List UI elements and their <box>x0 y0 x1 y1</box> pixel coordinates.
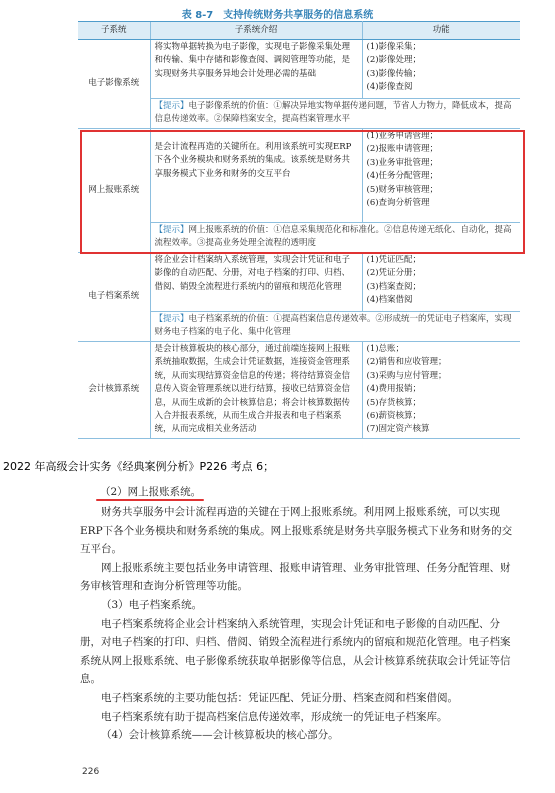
tip-cell <box>150 223 520 253</box>
function-item: (7)固定资产核算 <box>366 424 430 435</box>
function-item: (2)凭证分册； <box>366 268 422 279</box>
function-item: (6)薪资核算； <box>366 411 422 422</box>
subsystem-intro: 是会计核算板块的核心部分，通过前端连接网上报账系统抽取数据，生成会计凭证数据，连接资金管理系统，从而实现结算资金信息的传递；将待结算资金信息传入资金管理系统以进行结算，接收已结算资金信息，从而生成新的会计核算信息；将会计核算数据传入合并报表系统，从而生成合并报表和电子档案系统，从而完成相关业务活动 <box>150 342 362 439</box>
subsystem-name: 电子档案系统 <box>78 253 150 342</box>
function-item: (3)业务审批管理； <box>366 157 439 168</box>
paragraph: 电子档案系统的主要功能包括：凭证匹配、凭证分册、档案查阅和档案借阅。 <box>101 691 458 704</box>
function-item: (4)费用报销； <box>366 384 422 395</box>
function-item: (2)报账申请管理； <box>366 144 439 155</box>
tip-label: 【提示】 <box>154 225 189 235</box>
header-intro: 子系统介绍 <box>150 22 362 40</box>
tip-text: 电子影像系统的价值：①解决异地实物单据传递问题，节省人力物力，降低成本，提高信息传递效率。②保障档案安全，提高档案管理水平 <box>154 101 512 125</box>
page-number: 226 <box>82 767 100 777</box>
function-item: (5)存货核算； <box>366 397 422 408</box>
tip-label: 【提示】 <box>154 314 189 324</box>
tip-cell <box>150 312 520 342</box>
section-heading-electronic-archive: （3）电子档案系统。 <box>101 598 203 611</box>
function-item: (5)财务审核管理； <box>366 184 439 195</box>
function-item: (1)凭证匹配； <box>366 255 422 265</box>
function-item: (2)影像处理； <box>366 55 422 66</box>
function-item: (4)任务分配管理； <box>366 171 439 182</box>
table-caption: 表 8-7 支持传统财务共享服务的信息系统 <box>181 10 374 21</box>
header-subsystem: 子系统 <box>78 22 150 40</box>
function-item: (4)档案借阅 <box>366 295 413 306</box>
table-row <box>78 40 520 99</box>
highlight-underline <box>96 499 204 501</box>
body-text <box>80 503 520 745</box>
function-item: (1)影像采集； <box>366 42 422 52</box>
info-systems-table <box>78 21 520 439</box>
function-item: (6)查询分析管理 <box>366 198 430 209</box>
paragraph: 电子档案系统将企业会计档案纳入系统管理，实现会计凭证和电子影像的自动匹配、分册，对电子档案的打印、归档、借阅、销毁全流程进行系统内的留痕和规范化管理。电子档案系统从网上报账系统、电子影像系统获取单据影像等信息，从会计核算系统获取会计凭证等信息。 <box>80 617 511 686</box>
subsystem-functions <box>362 342 520 439</box>
subsystem-functions <box>362 40 520 99</box>
tip-text: 网上报账系统的价值：①信息采集规范化和标准化。②信息传递无纸化、自动化，提高流程效率。③提高业务处理全流程的透明度 <box>154 225 512 249</box>
subsystem-name: 电子影像系统 <box>78 40 150 129</box>
subsystem-intro: 将企业会计档案纳入系统管理，实现会计凭证和电子影像的自动匹配、分册，对电子档案的打印、归档、借阅、销毁全流程进行系统内的留痕和规范化管理 <box>150 253 362 312</box>
table-header-row <box>78 22 520 40</box>
tip-cell <box>150 99 520 129</box>
function-item: (1)业务申请管理； <box>366 131 439 141</box>
subsystem-intro: 是会计流程再造的关键所在。利用该系统可实现ERP下各个业务模块和财务系统的集成。该系统是财务共享服务模式下业务和财务的交互平台 <box>150 129 362 223</box>
header-function: 功能 <box>362 22 520 40</box>
section-heading-online-reimbursement: （2）网上报账系统。 <box>100 486 202 498</box>
tip-text: 电子档案系统的价值：①提高档案信息传递效率。②形成统一的凭证电子档案库，实现财务电子档案的电子化、集中化管理 <box>154 314 512 338</box>
table-row <box>78 253 520 312</box>
source-note: 2022 年高级会计实务《经典案例分析》P226 考点 6； <box>3 460 275 473</box>
table-row <box>78 129 520 223</box>
table-row <box>78 342 520 439</box>
section-heading-accounting-system: （4）会计核算系统——会计核算板块的核心部分。 <box>101 729 339 742</box>
subsystem-functions <box>362 253 520 312</box>
function-item: (2)销售和应收管理； <box>366 357 447 368</box>
subsystem-name: 会计核算系统 <box>78 342 150 439</box>
paragraph: 财务共享服务中会计流程再造的关键在于网上报账系统。利用网上报账系统，可以实现ERP下各个业务模块和财务系统的集成。网上报账系统是财务共享服务模式下业务和财务的交互平台。 <box>80 506 513 556</box>
function-item: (3)档案查阅； <box>366 281 422 292</box>
paragraph: 网上报账系统主要包括业务申请管理、报账申请管理、业务审批管理、任务分配管理、财务审核管理和查询分析管理等功能。 <box>80 561 511 593</box>
paragraph: 电子档案系统有助于提高档案信息传递效率，形成统一的凭证电子档案库。 <box>101 710 448 723</box>
tip-label: 【提示】 <box>154 101 189 111</box>
function-item: (3)采购与应付管理； <box>366 370 447 381</box>
function-item: (3)影像传输； <box>366 68 422 79</box>
subsystem-name: 网上报账系统 <box>78 129 150 253</box>
function-item: (4)影像查阅 <box>366 82 413 93</box>
subsystem-intro: 将实物单据转换为电子影像，实现电子影像采集处理和传输、集中存储和影像查阅、调阅管理等功能，是实现财务共享服务异地会计处理必需的基础 <box>150 40 362 99</box>
subsystem-functions <box>362 129 520 223</box>
function-item: (1)总账； <box>366 344 405 354</box>
